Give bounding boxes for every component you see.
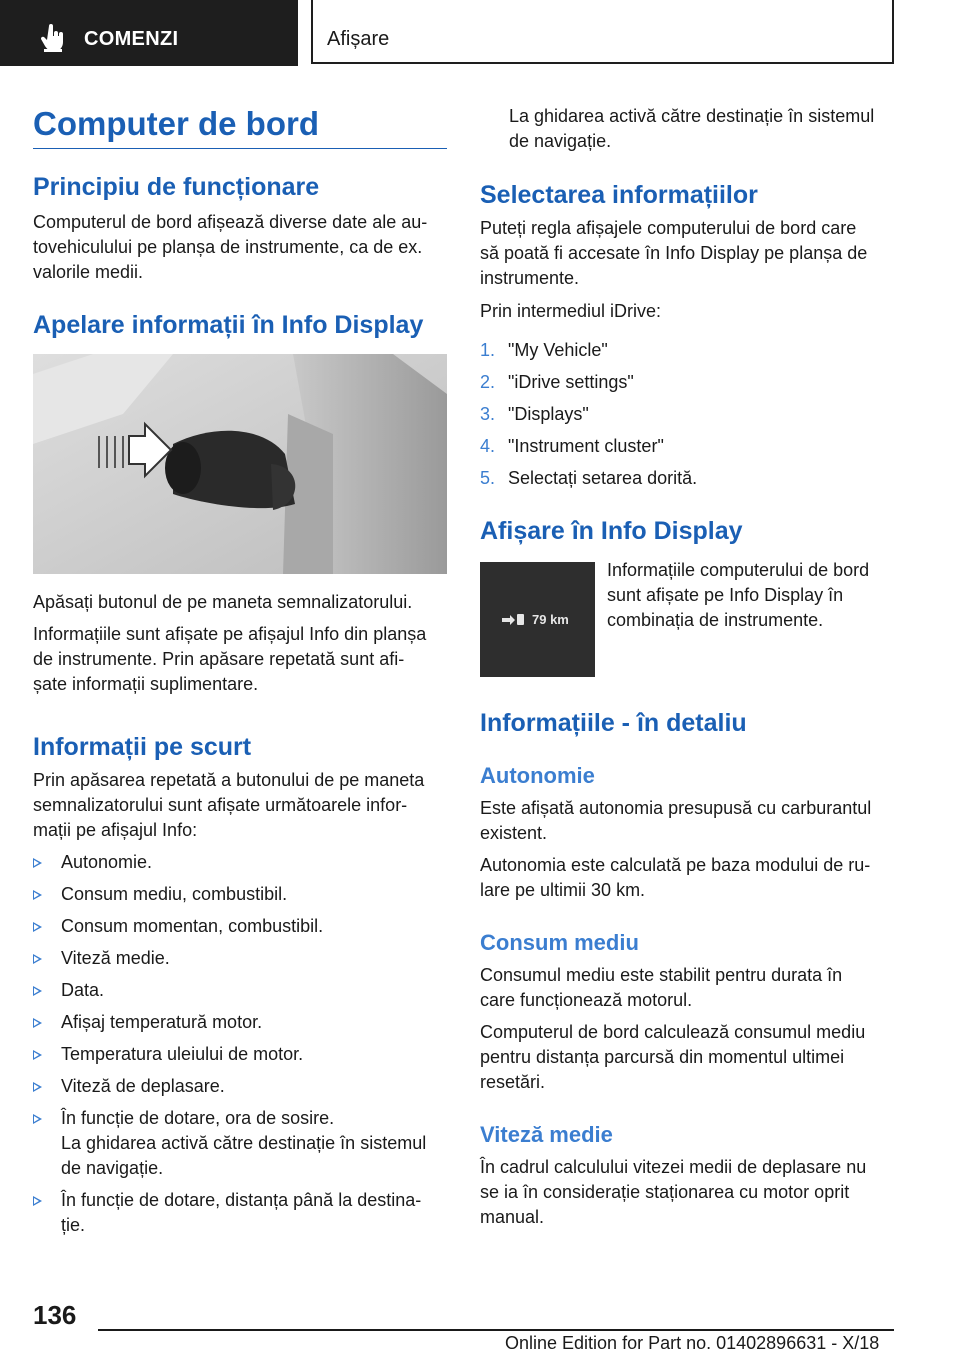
- heading-consum-mediu: Consum mediu: [480, 930, 639, 955]
- triangle-bullet-icon: [33, 954, 42, 964]
- info-bullet-list: [33, 850, 449, 1245]
- list-item: În funcție de dotare, distanța până la destina- ție.: [33, 1188, 449, 1238]
- list-item: 2. "iDrive settings": [480, 372, 634, 392]
- list-item: Viteză medie.: [33, 946, 449, 971]
- paragraph-pe-scurt: Prin apăsarea repetată a butonului de pe maneta semnalizatorului sunt afișate următoarele infor- mații pe afișajul Info:: [33, 770, 425, 840]
- list-item: Consum momentan, combustibil.: [33, 914, 449, 939]
- list-item: Afișaj temperatură motor.: [33, 1010, 449, 1035]
- page-header: [0, 0, 960, 66]
- info-display-graphic: [480, 562, 595, 677]
- list-item: Consum mediu, combustibil.: [33, 882, 449, 907]
- list-item: În funcție de dotare, ora de sosire. La ghidarea activă către destinație în sistemul de navigație.: [33, 1106, 449, 1181]
- triangle-bullet-icon: [33, 890, 42, 900]
- info-display-image: [480, 562, 595, 677]
- triangle-bullet-icon: [33, 1082, 42, 1092]
- paragraph-apasati: Apăsați butonul de pe maneta semnalizatorului.: [33, 592, 413, 612]
- triangle-bullet-icon: [33, 1018, 42, 1028]
- range-value: 79 km: [532, 612, 569, 627]
- triangle-bullet-icon: [33, 986, 42, 996]
- paragraph-viteza-1: În cadrul calculului vitezei medii de deplasare nu se ia în considerație staționarea cu motor oprit manual.: [480, 1157, 867, 1227]
- paragraph-informatii-afisate: Informațiile sunt afișate pe afișajul Info din planșa de instrumente. Prin apăsare repetată sunt afi- șate informații suplimentare.: [33, 624, 427, 694]
- triangle-bullet-icon: [33, 1114, 42, 1124]
- section-tab-label: COMENZI: [84, 28, 179, 50]
- paragraph-selectarea: Puteți regla afișajele computerului de bord care să poată fi accesate în Info Display pe planșa de instrumente.: [480, 218, 868, 288]
- steps-list: [480, 338, 896, 498]
- list-item: Viteză de deplasare.: [33, 1074, 449, 1099]
- triangle-bullet-icon: [33, 922, 42, 932]
- paragraph-afisare-info-display: Informațiile computerului de bord sunt afișate pe Info Display în combinația de instrumente.: [607, 560, 870, 630]
- hand-pointer-icon: [40, 24, 66, 52]
- list-item: 5. Selectați setarea dorită.: [480, 468, 698, 488]
- list-item: 1. "My Vehicle": [480, 340, 608, 360]
- heading-principiu: Principiu de funcționare: [33, 173, 320, 201]
- heading-apelare: Apelare informații în Info Display: [33, 311, 424, 339]
- paragraph-principiu: Computerul de bord afișează diverse date ale au- tovehiculului pe planșa de instrumente, ca de ex. valorile medii.: [33, 212, 428, 282]
- footer-divider: [98, 1329, 894, 1331]
- heading-viteza-medie: Viteză medie: [480, 1122, 613, 1147]
- triangle-bullet-icon: [33, 1050, 42, 1060]
- triangle-bullet-icon: [33, 1196, 42, 1206]
- list-item: Autonomie.: [33, 850, 449, 875]
- heading-in-detaliu: Informațiile - în detaliu: [480, 709, 747, 737]
- paragraph-autonomie-1: Este afișată autonomia presupusă cu carburantul existent.: [480, 798, 872, 843]
- page-title: Computer de bord: [33, 104, 447, 149]
- paragraph-idrive: Prin intermediul iDrive:: [480, 301, 662, 321]
- heading-afisare-info-display: Afișare în Info Display: [480, 517, 743, 545]
- heading-autonomie: Autonomie: [480, 763, 595, 788]
- lever-illustration: [33, 354, 447, 574]
- list-item: 4. "Instrument cluster": [480, 436, 664, 456]
- turn-signal-lever-photo: [33, 354, 447, 574]
- page-tab-display[interactable]: [311, 0, 894, 64]
- heading-selectarea: Selectarea informațiilor: [480, 181, 758, 209]
- paragraph-consum-2: Computerul de bord calculează consumul mediu pentru distanța parcursă din momentul ultimei resetări.: [480, 1022, 866, 1092]
- section-tab-commands[interactable]: [0, 0, 298, 66]
- page-number: 136: [33, 1300, 77, 1330]
- edition-text: Online Edition for Part no. 01402896631 - X/18: [505, 1333, 880, 1353]
- paragraph-continuation: La ghidarea activă către destinație în sistemul de navigație.: [509, 106, 875, 151]
- list-item: 3. "Displays": [480, 404, 589, 424]
- paragraph-autonomie-2: Autonomia este calculată pe baza modului de ru- lare pe ultimii 30 km.: [480, 855, 871, 900]
- page-tab-label: Afișare: [327, 28, 390, 50]
- paragraph-consum-1: Consumul mediu este stabilit pentru durata în care funcționează motorul.: [480, 965, 843, 1010]
- list-item: Temperatura uleiului de motor.: [33, 1042, 449, 1067]
- heading-pe-scurt: Informații pe scurt: [33, 733, 252, 761]
- list-item: Data.: [33, 978, 449, 1003]
- triangle-bullet-icon: [33, 858, 42, 868]
